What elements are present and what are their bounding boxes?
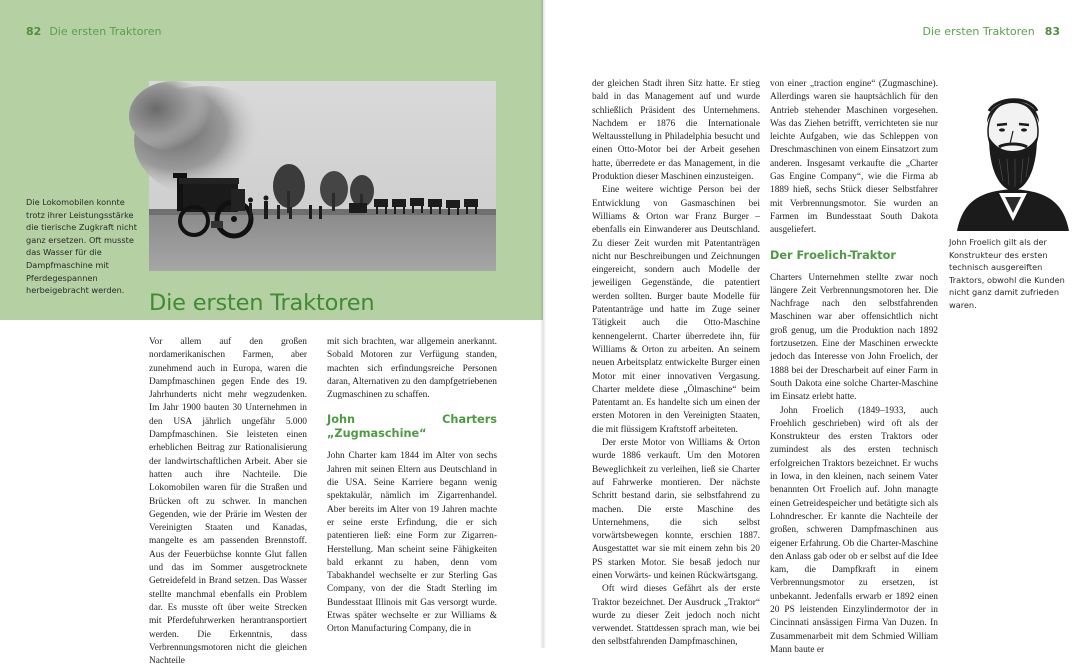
running-head: Die ersten Traktoren (49, 25, 162, 38)
photo-caption: Die Lokomobilen konnte trotz ihrer Leistungsstärke die tierische Zugkraft nicht ganz ersetzen. Oft musste das Wasser für die Dampfmaschine mit Pferdegespannen herbeigebracht werden. (26, 197, 137, 296)
left-page (0, 0, 543, 667)
right-page-column-2 (770, 78, 938, 657)
page-number: 83 (1044, 25, 1060, 38)
paragraph: John Charter kam 1844 im Alter von sechs Jahren mit seinen Eltern aus Deutschland in die USA. Seine Karriere begann wenig spektakulär, nämlich im Zigarrenhandel. Aber bereits im Alter von 19 Jahren machte er seine erste Erfindung, die er sich patentieren ließ: eine Form zur Zigarren-Herstellung. Man scheint seine Fähigkeiten bald erkannt zu haben, denn vom Tabakhandel wechselte er zur Sterling Gas Company, von der die Stadt Sterling im Bundesstaat Illinois mit Gas versorgt wurde. Etwas später wechselte er zur Williams & Orton Manufacturing Company, die in (327, 451, 497, 635)
page-number: 82 (26, 25, 42, 38)
paragraph: Charters Unternehmen stellte zwar noch längere Zeit Verbrennungsmotoren her. Die Nachfrage nach den selbstfahrenden Maschinen war aber offensichtlich nicht groß genug, um die Produktion nach 1892 fortzusetzen. Eine der Maschinen erweckte jedoch das Interesse von John Froelich, der 1888 bei der Drescharbeit auf einer Farm in South Dakota eine solche Charter-Maschine im Einsatz erlebt hatte. (770, 272, 938, 403)
steam-engine-field-photo (149, 81, 496, 271)
john-froelich-portrait (949, 81, 1077, 231)
left-page-column-1 (149, 336, 307, 668)
portrait-engraving (949, 81, 1077, 231)
section-heading-froelich: Der Froelich-Traktor (770, 248, 896, 262)
book-gutter (540, 0, 546, 648)
photo-illustration (149, 81, 496, 271)
left-page-column-2 (327, 336, 497, 637)
paragraph: Vor allem auf den großen nordamerikanischen Farmen, aber zunehmend auch in Europa, waren die Dampfmaschinen gegen Ende des 19. Jahrhunderts nicht mehr wegzudenken. Im Jahr 1900 bauten 30 Unternehmen in den USA jährlich ungefähr 5.000 Dampfmaschinen. Sie leisteten einen erheblichen Beitrag zur Rationalisierung der landwirtschaftlichen Arbeit. Aber sie hatten auch ihre Nachteile. Die Lokomobilen waren für die Straßen und Brücken oft zu schwer. In manchen Gegenden, wie der Prärie im Westen der Vereinigten Staaten und Kanadas, mangelte es am passenden Brennstoff. Aus der Feuerbüchse konnte Glut fallen und das im Sommer ausgetrocknete Getreidefeld in Brand setzen. Das Wasser stellte manchmal ebenfalls ein Problem dar. Es musste oft über weite Strecken mit Pferdefuhrwerken herantransportiert werden. Die Erkenntnis, dass Verbrennungsmotoren nicht die gleichen Nachteile (149, 337, 307, 667)
left-page-header (26, 25, 161, 38)
paragraph: der gleichen Stadt ihren Sitz hatte. Er stieg bald in das Management auf und wurde schließlich Präsident des Unternehmens. Nachdem er 1876 die Internationale Weltausstellung in Philadelphia besucht und einen Otto-Motor bei der Arbeit gesehen hatte, überredete er das Management, in die Produktion dieser Maschinen einzusteigen. (592, 79, 760, 183)
paragraph: Eine weitere wichtige Person bei der Entwicklung von Gasmaschinen bei Williams & Orton war Franz Burger – ebenfalls ein Einwanderer aus Deutschland. Zu dieser Zeit wurden mit Patentanträgen nicht nur Beschreibungen und Zeichnungen eingereicht, sondern auch Modelle der jeweiligen Gegenstände, die patentiert werden sollten. Burger baute Modelle für Patentanträge und hatte im Zuge seiner Tätigkeit auch die Otto-Maschine kennengelernt. Charter überredete ihn, für Williams & Orton zu arbeiten. An seinem neuen Arbeitsplatz entwickelte Burger einen Motor mit einer innovativen Vergasung. Charter meldete diese „Ölmaschine“ beim Patentamt an. Es handelte sich um einen der ersten Motoren in den Vereinigten Staaten, die mit flüssigem Kraftstoff arbeiteten. (592, 185, 760, 435)
paragraph: mit sich brachten, war allgemein anerkannt. Sobald Motoren zur Verfügung standen, machten sich erfindungsreiche Personen daran, Alternativen zu den dampfgetriebenen Zugmaschinen zu schaffen. (327, 337, 497, 401)
paragraph: Der erste Motor von Williams & Orton wurde 1886 verkauft. Um den Motoren Beweglichkeit zu verleihen, ließ sie Charter auf Fahrwerke montieren. Der nächste Schritt bestand darin, sie selbstfahrend zu machen. Die erste Maschine des Unternehmens, die sich selbst vorwärtsbewegen konnte, erschien 1887. Ausgestattet war sie mit einem zehn bis 20 PS starken Motor. Sie besaß jedoch nur einen Vorwärts- und keinen Rückwärtsgang. (592, 438, 760, 581)
right-page-header (923, 25, 1060, 38)
portrait-caption: John Froelich gilt als der Konstrukteur des ersten technisch ausgereiften Traktors, obwohl die Kunden nicht ganz damit zufrieden waren. (949, 237, 1065, 310)
paragraph: Oft wird dieses Gefährt als der erste Traktor bezeichnet. Der Ausdruck „Traktor“ wurde zu dieser Zeit jedoch noch nicht verwendet. Stattdessen sprach man, wie bei den selbstfahrenden Dampfmaschinen, (592, 584, 760, 648)
section-heading-john-charter: John Charters „Zugmaschine“ (327, 413, 497, 441)
paragraph: von einer „traction engine“ (Zugmaschine). Allerdings waren sie hauptsächlich für den Antrieb stehender Maschinen vorgesehen. Was das Ziehen betrifft, verrichteten sie nur leichte Aufgaben, wie das Schleppen von Dreschmaschinen von einem Einsatzort zum anderen. Insgesamt verkaufte die „Charter Gas Engine Company“, wie die Firma ab 1889 hieß, sechs Stück dieser Selbstfahrer mit Verbrennungsmotor. Sie wurden an Farmen im Bundesstaat South Dakota ausgeliefert. (770, 79, 938, 236)
running-head: Die ersten Traktoren (922, 25, 1035, 38)
right-page-column-1 (592, 78, 760, 650)
chapter-title: Die ersten Traktoren (149, 290, 375, 316)
paragraph: John Froelich (1849–1933, auch Froehlich geschrieben) wird oft als der Konstrukteur des ersten Traktors oder zumindest als des ersten technisch erfolgreichen Traktors bezeichnet. Er wuchs in Iowa, in den kleinen, nach seinem Vater benannten Ort Froelich auf. John managte einen Getreidespeicher und betätigte sich als Lohndrescher. Er kannte die Nachteile der großen, schweren Dampfmaschinen aus eigener Erfahrung. Ob die Charter-Maschine den Anlass gab oder ob er selbst auf die Idee kam, die Dampfkraft in einem Verbrennungsmotor zu ersetzen, ist unbekannt. Jedenfalls erwarb er 1892 einen 20 PS leistenden Einzylindermotor der in Cincinnati ansässigen Firma Van Duzen. In Zusammenarbeit mit dem Schmied William Mann baute er (770, 405, 938, 655)
